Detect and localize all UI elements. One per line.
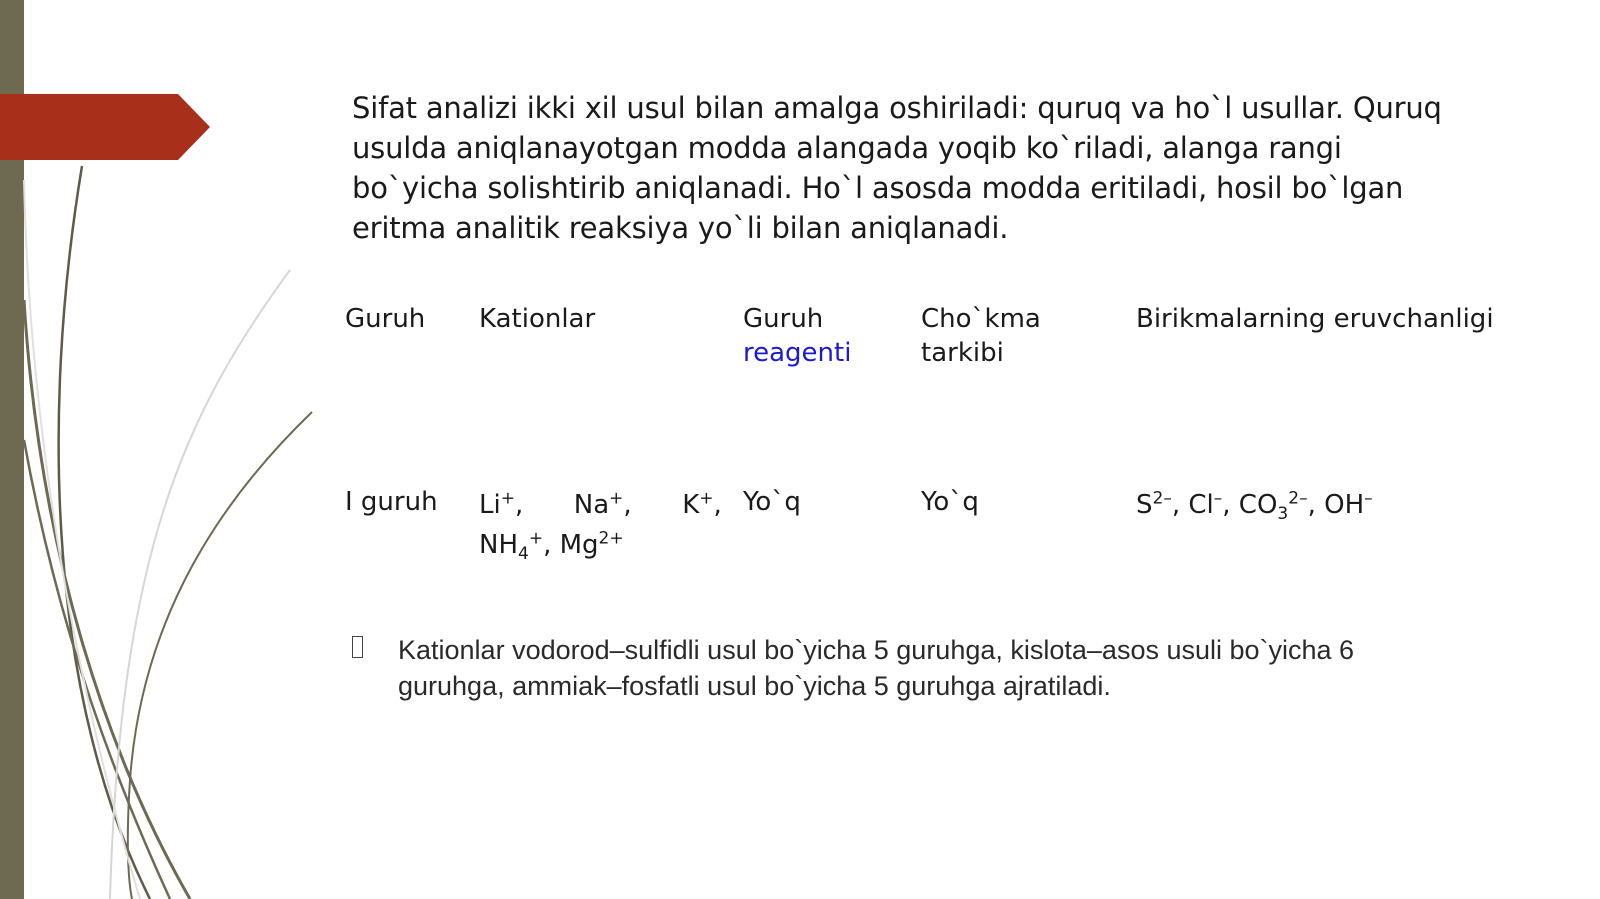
header-reagent	[743, 302, 851, 370]
anion-cl: Cl–	[1188, 488, 1223, 520]
cation-na: Na+	[573, 488, 624, 520]
header-group: Guruh	[345, 304, 426, 334]
bullet-icon	[352, 636, 363, 658]
header-solubility: Birikmalarning eruvchanligi	[1136, 304, 1494, 334]
row-cations-line1: Li+, Na+, K+,	[479, 488, 722, 520]
anion-oh: OH–	[1324, 488, 1373, 520]
header-precipitate-line1: Cho`kma	[921, 304, 1041, 334]
header-cations: Kationlar	[479, 304, 596, 334]
cation-nh4: $NH_4^+$	[479, 528, 544, 565]
header-precipitate	[921, 302, 1041, 370]
cation-li: Li+	[479, 488, 515, 520]
anion-s: $S^{2-}$	[1136, 488, 1172, 520]
title-flag-arrow	[0, 94, 212, 160]
header-reagent-line2: reagenti	[743, 338, 852, 368]
header-reagent-line1: Guruh	[743, 304, 824, 334]
row-precipitate: Yo`q	[921, 487, 979, 517]
row-cations-line2: $NH_4^+$, $Mg^{2+}$	[479, 528, 624, 565]
row-cations	[479, 488, 722, 565]
anion-co3: $CO_3^{2-}$	[1238, 488, 1308, 525]
header-precipitate-line2: tarkibi	[921, 338, 1004, 368]
cation-k: K+	[682, 488, 714, 520]
cation-mg: $Mg^{2+}$	[559, 528, 624, 560]
row-reagent: Yo`q	[743, 487, 801, 517]
bullet-text: Kationlar vodorod–sulfidli usul bo`yicha 5 guruhga, kislota–asos usuli bo`yicha 6 guruhga, ammiak–fosfatli usul bo`yicha 5 guruhga ajratiladi.	[398, 635, 1355, 701]
row-group: I guruh	[345, 487, 438, 517]
row-solubility: $S^{2-}$, Cl–, $CO_3^{2-}$, OH–	[1136, 488, 1373, 525]
intro-paragraph: Sifat analizi ikki xil usul bilan amalga oshiriladi: quruq va ho`l usullar. Quruq usulda aniqlanayotgan modda alangada yoqib ko`riladi, alanga rangi bo`yicha solishtirib aniqlanadi. Ho`l asosda modda eritiladi, hosil bo`lgan eritma analitik reaksiya yo`li bilan aniqlanadi.	[352, 91, 1442, 245]
